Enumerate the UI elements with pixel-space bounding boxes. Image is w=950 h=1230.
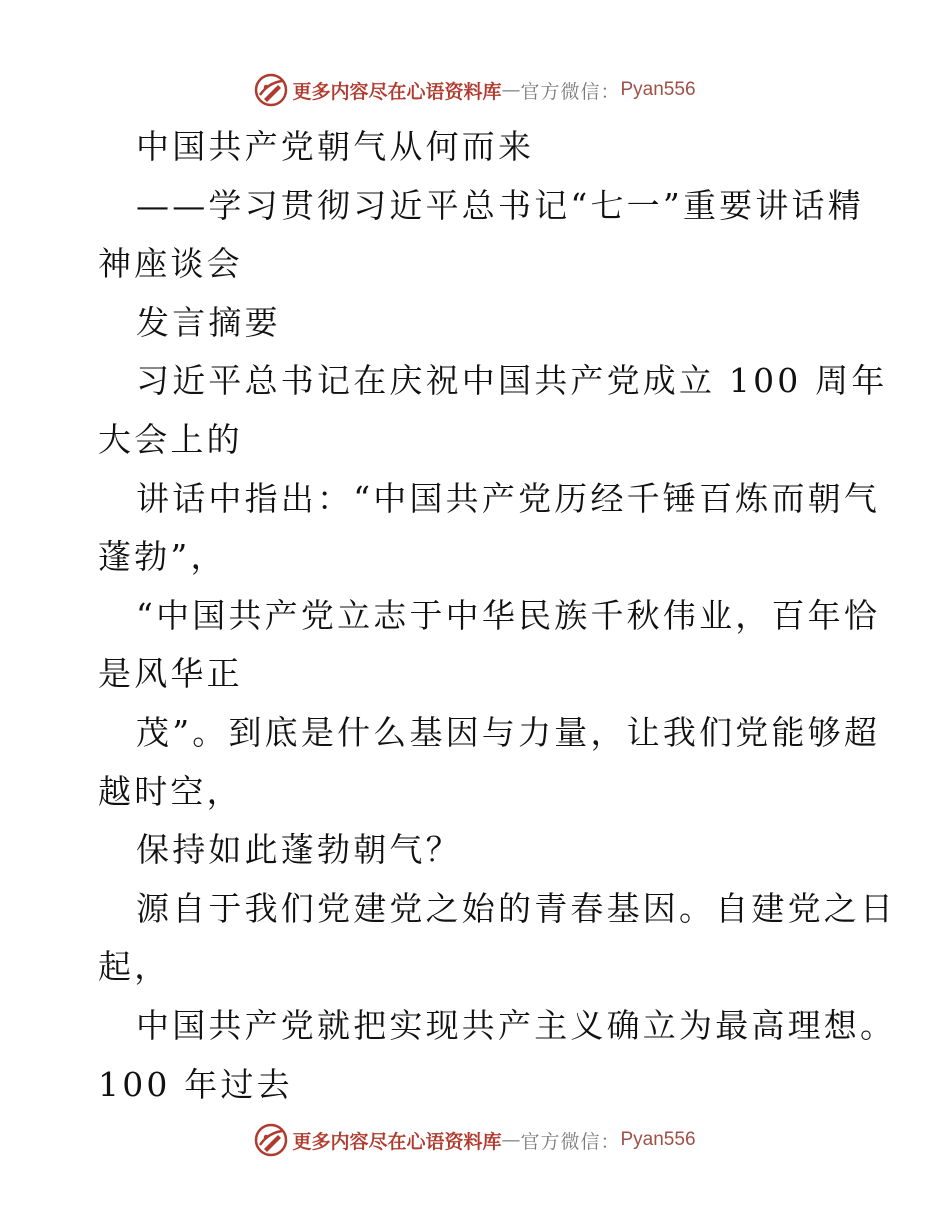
banner-main-text: 更多内容尽在心语资料库: [292, 80, 502, 103]
text-line: “中国共产党立志于中华民族千秋伟业，百年恰: [136, 595, 881, 635]
text-line: 讲话中指出：“中国共产党历经千锤百炼而朝气: [136, 478, 881, 518]
footer-watermark-banner: [0, 1120, 950, 1160]
document-body: [98, 118, 897, 1114]
header-watermark-banner: [0, 70, 950, 110]
text-line: 习近平总书记在庆祝中国共产党成立 100 周年: [136, 361, 888, 401]
pen-logo-icon: [254, 1123, 288, 1157]
text-line: ——学习贯彻习近平总书记“七一”重要讲话精: [136, 185, 864, 225]
text-line: 保持如此蓬勃朝气？: [136, 830, 462, 870]
banner-wechat-id: Pyan556: [620, 1129, 696, 1150]
text-line: 大会上的: [98, 419, 243, 459]
text-line: 中国共产党朝气从何而来: [136, 127, 535, 166]
banner-wechat-id: Pyan556: [620, 79, 696, 100]
text-line: 源自于我们党建党之始的青春基因。自建党之日: [136, 888, 897, 928]
text-line: 越时空，: [98, 771, 243, 811]
banner-wechat-label: 官方微信：: [520, 1130, 621, 1153]
text-line: 茂”。到底是什么基因与力量，让我们党能够超: [136, 712, 881, 752]
banner-dash: —: [501, 79, 521, 101]
text-line: 蓬勃”，: [98, 537, 227, 577]
pen-logo-icon: [254, 73, 288, 107]
banner-dash: —: [501, 1129, 521, 1151]
text-line: 发言摘要: [136, 302, 281, 342]
text-line: 起，: [98, 947, 171, 987]
text-line: 中国共产党就把实现共产主义确立为最高理想。: [136, 1005, 897, 1045]
text-line: 神座谈会: [98, 244, 243, 284]
banner-wechat-label: 官方微信：: [520, 80, 621, 103]
text-line: 是风华正: [98, 654, 243, 694]
text-line: 100 年过去: [98, 1064, 293, 1104]
banner-main-text: 更多内容尽在心语资料库: [292, 1130, 502, 1153]
